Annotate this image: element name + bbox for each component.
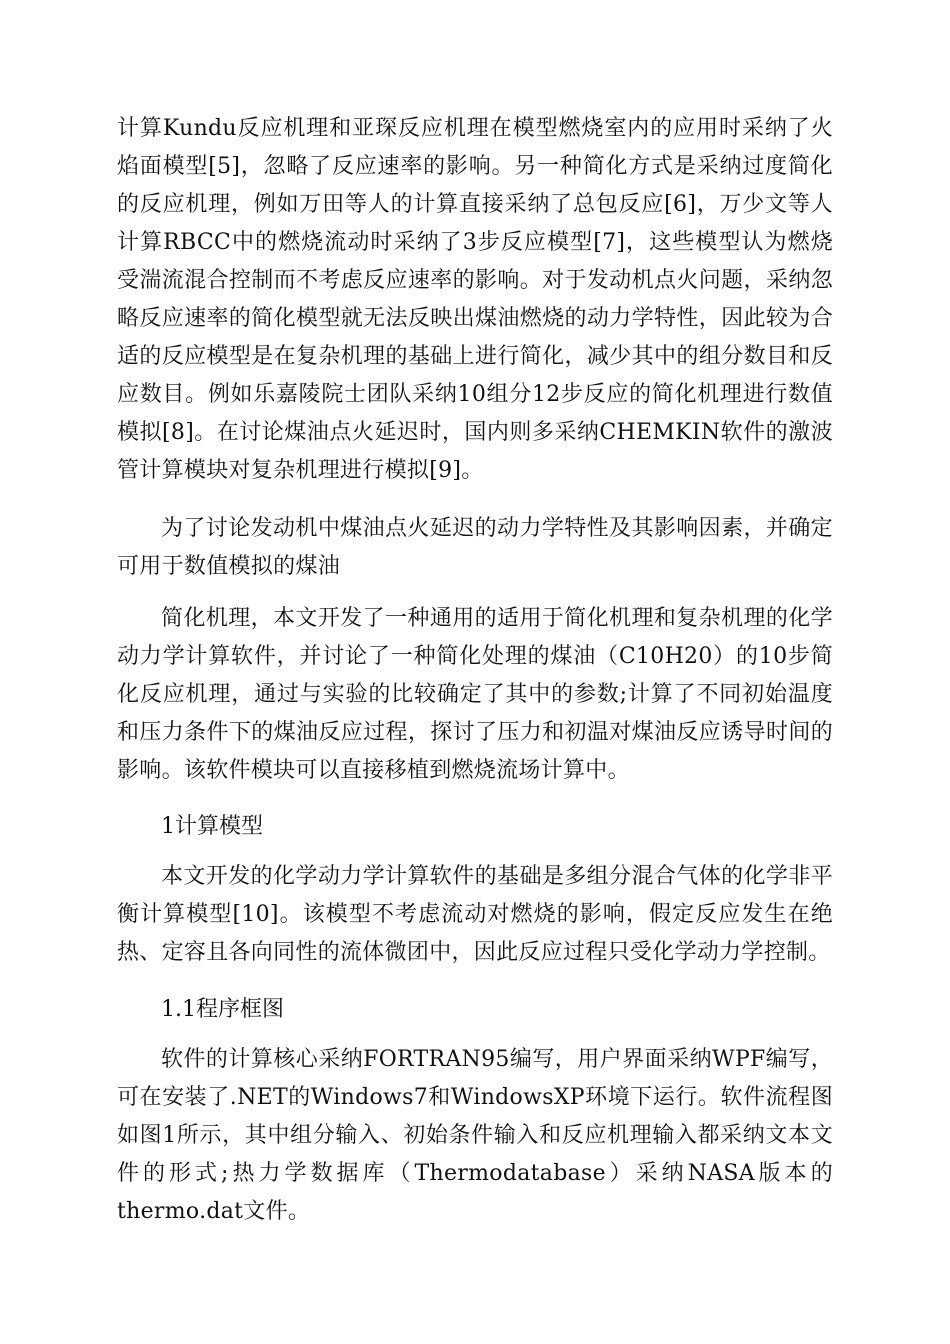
paragraph-research-purpose: 为了讨论发动机中煤油点火延迟的动力学特性及其影响因素，并确定可用于数值模拟的煤油 xyxy=(117,516,833,579)
paragraph-program-flowchart: 软件的计算核心采纳FORTRAN95编写，用户界面采纳WPF编写，可在安装了.NET的Windows7和WindowsXP环境下运行。软件流程图如图1所示，其中组分输入、初始条件输入和反应机理输入都采纳文本文件的形式;热力学数据库（Thermodatabase）采纳NASA版本的thermo.dat文件。 xyxy=(117,1047,833,1224)
section-heading-program-flowchart: 1.1程序框图 xyxy=(161,997,284,1022)
section-heading-computational-model: 1计算模型 xyxy=(161,814,263,839)
paragraph-computational-model: 本文开发的化学动力学计算软件的基础是多组分混合气体的化学非平衡计算模型[10]。该模型不考虑流动对燃烧的影响，假定反应发生在绝热、定容且各向同性的流体微团中，因此反应过程只受化学动力学控制。 xyxy=(117,864,833,965)
paragraph-software-overview: 简化机理，本文开发了一种通用的适用于简化机理和复杂机理的化学动力学计算软件，并讨论了一种简化处理的煤油（C10H20）的10步简化反应机理，通过与实验的比较确定了其中的参数;计算了不同初始温度和压力条件下的煤油反应过程，探讨了压力和初温对煤油反应诱导时间的影响。该软件模块可以直接移植到燃烧流场计算中。 xyxy=(117,606,833,783)
paragraph-combustion-models: 计算Kundu反应机理和亚琛反应机理在模型燃烧室内的应用时采纳了火焰面模型[5]，忽略了反应速率的影响。另一种简化方式是采纳过度简化的反应机理，例如万田等人的计算直接采纳了总包反应[6]，万少文等人计算RBCC中的燃烧流动时采纳了3步反应模型[7]，这些模型认为燃烧受湍流混合控制而不考虑反应速率的影响。对于发动机点火问题，采纳忽略反应速率的简化模型就无法反映出煤油燃烧的动力学特性，因此较为合适的反应模型是在复杂机理的基础上进行简化，减少其中的组分数目和反应数目。例如乐嘉陵院士团队采纳10组分12步反应的简化机理进行数值模拟[8]。在讨论煤油点火延迟时，国内则多采纳CHEMKIN软件的激波管计算模块对复杂机理进行模拟[9]。 xyxy=(117,116,833,483)
